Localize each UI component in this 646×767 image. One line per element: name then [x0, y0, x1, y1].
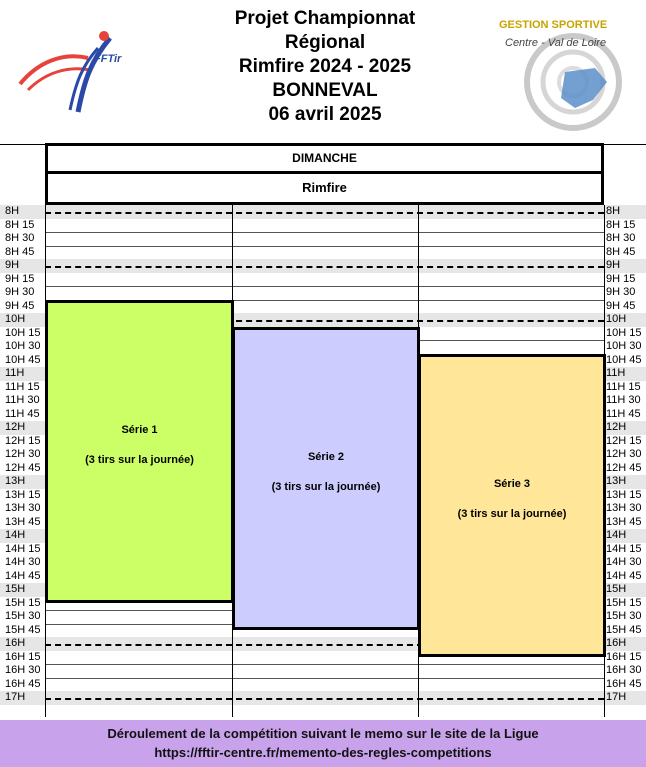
time-label-right: 8H — [606, 205, 621, 217]
header — [0, 0, 646, 145]
time-row — [0, 219, 646, 233]
time-label-right: 13H 15 — [606, 488, 642, 501]
time-label-right: 12H 15 — [606, 434, 642, 447]
grid-line — [45, 266, 604, 268]
svg-text:Centre - Val de Loire: Centre - Val de Loire — [505, 37, 607, 49]
serie-subtitle: (3 tirs sur la journée) — [85, 454, 194, 467]
time-row — [0, 286, 646, 300]
time-label-right: 15H 45 — [606, 623, 642, 636]
time-label-right: 8H 15 — [606, 218, 636, 231]
time-label-left: 10H 30 — [5, 340, 41, 352]
time-label-right: 12H 30 — [606, 448, 642, 460]
time-row — [0, 232, 646, 246]
time-label-right: 14H — [606, 529, 627, 541]
time-label-right: 14H 30 — [606, 556, 642, 568]
day-name: DIMANCHE — [292, 151, 357, 165]
time-label-right: 15H 15 — [606, 596, 642, 609]
serie-subtitle: (3 tirs sur la journée) — [271, 481, 381, 494]
title-line: Rimfire 2024 - 2025 — [238, 56, 412, 77]
time-label-left: 10H 15 — [5, 326, 41, 339]
time-label-left: 15H — [5, 583, 26, 595]
time-label-right: 12H — [606, 421, 627, 433]
time-label-right: 14H 45 — [606, 569, 642, 582]
time-label-left: 11H 45 — [5, 407, 40, 420]
time-label-left: 17H — [5, 691, 26, 703]
time-label-right: 16H 30 — [606, 664, 642, 676]
serie-name: Série 3 — [493, 478, 531, 491]
time-label-left: 14H 15 — [5, 542, 41, 555]
time-label-right: 10H 15 — [606, 326, 642, 339]
time-label-left: 13H 30 — [5, 502, 41, 514]
serie-name: Série 2 — [307, 451, 345, 464]
time-label-right: 9H — [606, 259, 621, 271]
time-label-right: 16H 15 — [606, 650, 642, 663]
fftir-logo — [18, 22, 128, 122]
time-label-right: 10H — [606, 313, 627, 325]
time-label-left: 15H 15 — [5, 596, 41, 609]
serie-subtitle: (3 tirs sur la journée) — [457, 508, 567, 521]
time-label-right: 10H 45 — [606, 353, 642, 366]
time-label-right: 11H — [606, 367, 626, 379]
time-label-left: 15H 30 — [5, 610, 41, 622]
time-label-left: 11H 15 — [5, 380, 40, 393]
time-label-left: 12H 45 — [5, 461, 41, 474]
footer-link[interactable]: https://fftir-centre.fr/memento-des-regles-competitions — [154, 745, 492, 760]
time-label-right: 12H 45 — [606, 461, 642, 474]
time-label-right: 15H 30 — [606, 610, 642, 622]
serie-block-3 — [418, 354, 606, 658]
footer-memo-text: Déroulement de la compétition suivant le memo sur le site de la Ligue — [107, 726, 539, 741]
time-label-left: 15H 45 — [5, 623, 41, 636]
footer — [0, 720, 646, 767]
time-label-right: 17H — [606, 691, 627, 703]
time-label-left: 11H 30 — [5, 394, 40, 406]
time-label-left: 9H 30 — [5, 286, 35, 298]
time-label-right: 10H 30 — [606, 340, 642, 352]
time-label-right: 14H 15 — [606, 542, 642, 555]
svg-text:GESTION SPORTIVE: GESTION SPORTIVE — [499, 19, 608, 31]
serie-name: Série 1 — [121, 424, 158, 437]
time-label-left: 13H 15 — [5, 488, 41, 501]
time-label-left: 10H 45 — [5, 353, 41, 366]
time-label-right: 13H 30 — [606, 502, 642, 514]
time-label-left: 10H — [5, 313, 26, 325]
time-label-left: 16H 45 — [5, 677, 41, 690]
time-label-right: 8H 45 — [606, 245, 636, 258]
time-label-left: 12H 15 — [5, 434, 41, 447]
time-label-left: 8H 30 — [5, 232, 35, 244]
serie-block-1 — [45, 300, 234, 604]
time-label-left: 8H 45 — [5, 245, 35, 258]
title-line: BONNEVAL — [272, 80, 378, 101]
title-line: Projet Championnat — [234, 8, 416, 29]
grid-line — [45, 698, 604, 700]
time-label-left: 9H 45 — [5, 299, 35, 312]
discipline-name: Rimfire — [302, 180, 347, 195]
svg-text:FFTir: FFTir — [94, 53, 122, 65]
time-label-right: 8H 30 — [606, 232, 636, 244]
time-row — [0, 273, 646, 287]
grid-line — [45, 212, 604, 214]
time-label-right: 11H 15 — [606, 380, 641, 393]
time-label-left: 13H — [5, 475, 26, 487]
time-label-right: 11H 30 — [606, 394, 641, 406]
time-row — [0, 246, 646, 260]
time-label-left: 13H 45 — [5, 515, 41, 528]
time-label-left: 14H 30 — [5, 556, 41, 568]
time-label-left: 16H 15 — [5, 650, 41, 663]
time-label-left: 12H 30 — [5, 448, 41, 460]
title-line: 06 avril 2025 — [268, 104, 382, 125]
time-label-left: 9H — [5, 259, 20, 271]
time-label-left: 14H 45 — [5, 569, 41, 582]
time-label-right: 13H — [606, 475, 627, 487]
time-label-left: 12H — [5, 421, 26, 433]
time-label-left: 8H — [5, 205, 20, 217]
time-label-left: 16H — [5, 637, 26, 649]
time-label-right: 16H — [606, 637, 627, 649]
time-label-right: 15H — [606, 583, 627, 595]
time-label-left: 11H — [5, 367, 25, 379]
time-label-right: 9H 45 — [606, 299, 636, 312]
time-label-left: 9H 15 — [5, 272, 35, 285]
time-row — [0, 678, 646, 692]
time-label-right: 9H 30 — [606, 286, 636, 298]
time-label-right: 9H 15 — [606, 272, 636, 285]
title-line: Régional — [284, 32, 366, 53]
time-label-left: 14H — [5, 529, 26, 541]
time-label-left: 16H 30 — [5, 664, 41, 676]
day-header — [45, 143, 604, 174]
time-label-left: 8H 15 — [5, 218, 35, 231]
time-label-right: 16H 45 — [606, 677, 642, 690]
gestion-sportive-logo — [495, 12, 640, 132]
serie-block-2 — [232, 327, 420, 631]
time-label-right: 13H 45 — [606, 515, 642, 528]
time-row — [0, 664, 646, 678]
discipline-header — [45, 171, 604, 205]
time-label-right: 11H 45 — [606, 407, 641, 420]
